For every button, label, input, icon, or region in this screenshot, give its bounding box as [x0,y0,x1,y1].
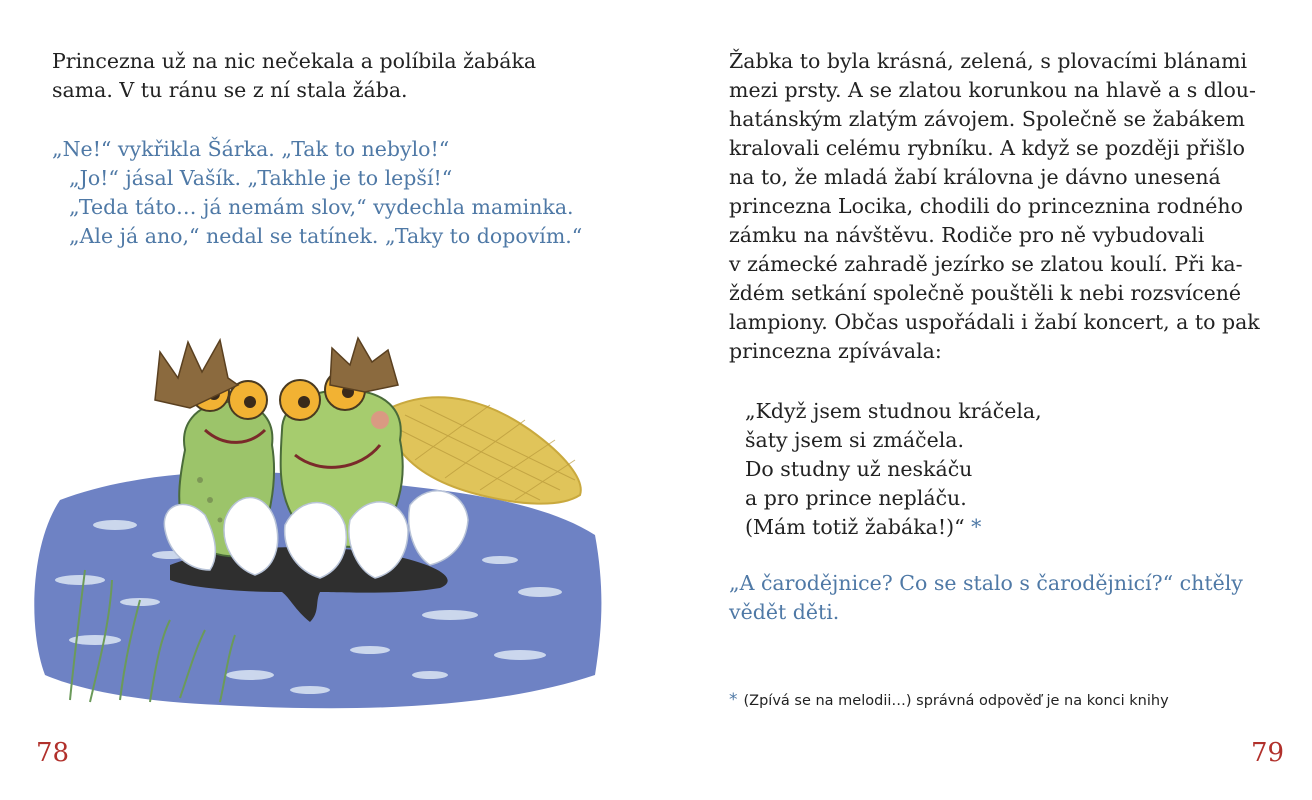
question-line: „A čarodějnice? Co se stalo s čarodějnicí?“ chtěly [729,571,1243,595]
song-verse [745,397,1042,542]
text-line: mezi prsty. A se zlatou korunkou na hlavě a s dlou- [729,78,1256,102]
song-line: šaty jsem si zmáčela. [745,428,965,452]
song-line: „Když jsem studnou kráčela, [745,399,1042,423]
footnote-marker: * [971,515,982,539]
text-line: zámku na návštěvu. Rodiče pro ně vybudovali [729,223,1205,247]
question-line: vědět děti. [729,600,840,624]
text-line: princezna zpívávala: [729,339,942,363]
text-line: v zámecké zahradě jezírko se zlatou koulí. Při ka- [729,252,1243,276]
text-line: sama. V tu ránu se z ní stala žába. [52,78,408,102]
text-line: princezna Locika, chodili do princeznina rodného [729,194,1243,218]
footnote-star: * [729,690,738,710]
page-number: 79 [1251,738,1285,768]
text-line: lampiony. Občas uspořádali i žabí koncert, a to pak [729,310,1260,334]
dialogue-line: „Ale já ano,“ nedal se tatínek. „Taky to dopovím.“ [69,224,583,248]
text-line: ždém setkání společně pouštěli k nebi rozsvícené [729,281,1242,305]
right-paragraph [729,47,1260,366]
song-line: Do studny už neskáču [745,457,973,481]
text-line: kralovali celému rybníku. A když se později přišlo [729,136,1245,160]
song-line: a pro prince nepláču. [745,486,967,510]
text-line: Princezna už na nic nečekala a políbila žabáka [52,49,537,73]
left-paragraph [52,47,536,105]
text-line: Žabka to byla krásná, zelená, s plovacími blánami [729,49,1248,73]
frog-couple-illustration [20,330,620,720]
song-line-text: (Mám totiž žabáka!)“ [745,515,965,539]
song-line-last [745,513,1042,542]
footnote-text: (Zpívá se na melodii…) správná odpověď je na konci knihy [743,693,1169,709]
crown-right-icon [330,338,398,392]
footnote [729,690,1169,710]
dialogue-line: „Ne!“ vykřikla Šárka. „Tak to nebylo!“ [52,137,450,161]
right-page [656,0,1312,800]
page-number: 78 [36,738,70,768]
children-question [729,569,1243,627]
dialogue-line: „Jo!“ jásal Vašík. „Takhle je to lepší!“ [69,166,453,190]
text-line: hatánským zlatým závojem. Společně se žabákem [729,107,1245,131]
dialogue-block [52,135,582,251]
dialogue-line: „Teda táto… já nemám slov,“ vydechla maminka. [69,195,574,219]
text-line: na to, že mladá žabí královna je dávno unesená [729,165,1221,189]
